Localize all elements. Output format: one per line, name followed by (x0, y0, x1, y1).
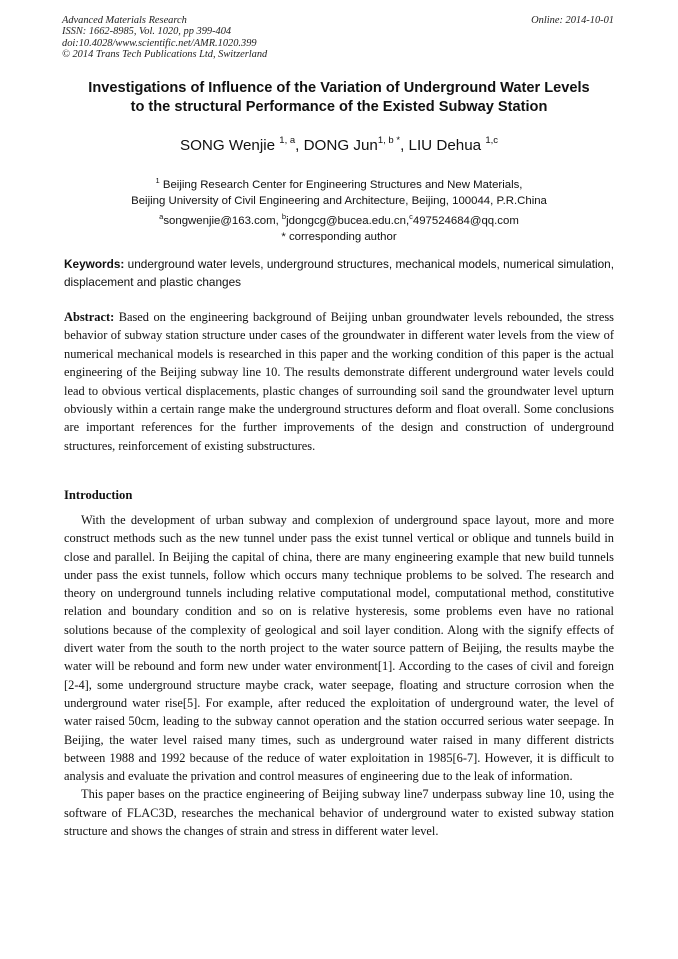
abstract-text: Based on the engineering background of Beijing unban groundwater levels rebounded, the stress behavior of subway station structure under cases of the groundwater in different water levels from the view of numerical mechanical models is researched in this paper and the working condition of this paper is the actual engineering of the Beijing subway line 10. The results demonstrate different underground water levels could lead to obvious vertical displacements, plastic changes of surrounding soil sand the groundwater level upturn obviously within a certain range make the underground structures deform and float overall. Some conclusions are important references for the further improvements of the design and construction of underground structures, reinforcement of existing substructures. (64, 310, 614, 453)
author-list (0, 132, 678, 156)
intro-paragraph-1: With the development of urban subway and complexion of underground space layout, more and more construct methods such as the new tunnel under pass the exist tunnel vertical or oblique and tunnels build in close and parallel. In Beijing the capital of china, there are many engineering example that new build tunnels under pass the exist tunnels, follow which occurs many technique problems to be solved. The research and theory on underground tunnels including relative computational model, computational method, constitutive relation and boundary condition and so on is relative hysteresis, some problems even have no rational solutions because of the complexity of geological and soil layer condition. Along with the signify effects of divert water from the south to the north project to the water source pattern of Beijing, the results maybe the water will be rebound and form new under water environment[1]. According to the cases of civil and foreign [2-4], some underground structure maybe crack, water seepage, floating and structure corrosion when the underground water rise[5]. For example, after reduced the exploitation of underground water, the level of water raised 50cm, leading to the subway cannot operation and the station occurred serious water seepage. In Beijing, the water level raised many times, such as underground water raised in many different districts between 1988 and 1992 because of the reduce of water exploitation in 1985[6-7]. However, it is difficult to analysis and evaluate the privation and control measures of engineering due to the leak of information. (64, 513, 614, 784)
keywords-section (64, 255, 614, 291)
online-date: Online: 2014-10-01 (531, 15, 614, 26)
copyright-line: © 2014 Trans Tech Publications Ltd, Switzerland (62, 49, 268, 61)
email-line: $^a$songwenjie@163.com, $^b$jdongcg@bucea.edu.cn,$^c$497524684@qq.com (159, 211, 519, 227)
paper-title (58, 79, 620, 117)
issn-line: ISSN: 1662-8985, Vol. 1020, pp 399-404 (62, 26, 232, 38)
affil-sup: 1 (155, 176, 160, 185)
affiliation-line-2: Beijing University of Civil Engineering and Architecture, Beijing, 100044, P.R.China (131, 194, 547, 207)
author-affil-mark: 1, a (279, 135, 296, 146)
author-affil-mark: 1,c (485, 135, 499, 146)
affiliation-block (0, 173, 678, 245)
title-line-1: Investigations of Influence of the Variation of Underground Water Levels (88, 80, 590, 96)
abstract-section (64, 308, 614, 455)
corresponding-author-note: * corresponding author (281, 230, 397, 243)
abstract-label: Abstract: (64, 310, 115, 324)
section-heading-introduction: Introduction (64, 488, 133, 502)
doi-line: doi:10.4028/www.scientific.net/AMR.1020.399 (62, 37, 257, 49)
author-separator: , (295, 137, 304, 155)
email-b: jdongcg@bucea.edu.cn, (286, 214, 410, 227)
keywords-text: underground water levels, underground structures, mechanical models, numerical simulation, displacement and plastic changes (64, 257, 614, 289)
author-name: SONG Wenjie (179, 137, 280, 155)
author-separator: , (400, 137, 409, 155)
keywords-label: Keywords: (64, 257, 125, 271)
author-name: LIU Dehua (408, 137, 486, 155)
title-line-2: to the structural Performance of the Existed Subway Station (130, 99, 548, 115)
journal-header (62, 15, 614, 61)
author-name: DONG Jun (303, 137, 378, 155)
affiliation-line-1: $^1$ Beijing Research Center for Engineering Structures and New Materials, (155, 176, 523, 191)
journal-name: Advanced Materials Research (62, 15, 187, 26)
introduction-body (64, 511, 614, 840)
email-c: 497524684@qq.com (412, 214, 519, 227)
author-affil-mark: 1, b * (377, 135, 401, 146)
email-a: songwenjie@163.com, (163, 214, 282, 227)
intro-paragraph-2: This paper bases on the practice engineering of Beijing subway line7 underpass subway line 10, using the software of FLAC3D, researches the mechanical behavior of underground water to existed subway station structure and shows the changes of strain and stress in different water level. (64, 787, 614, 839)
